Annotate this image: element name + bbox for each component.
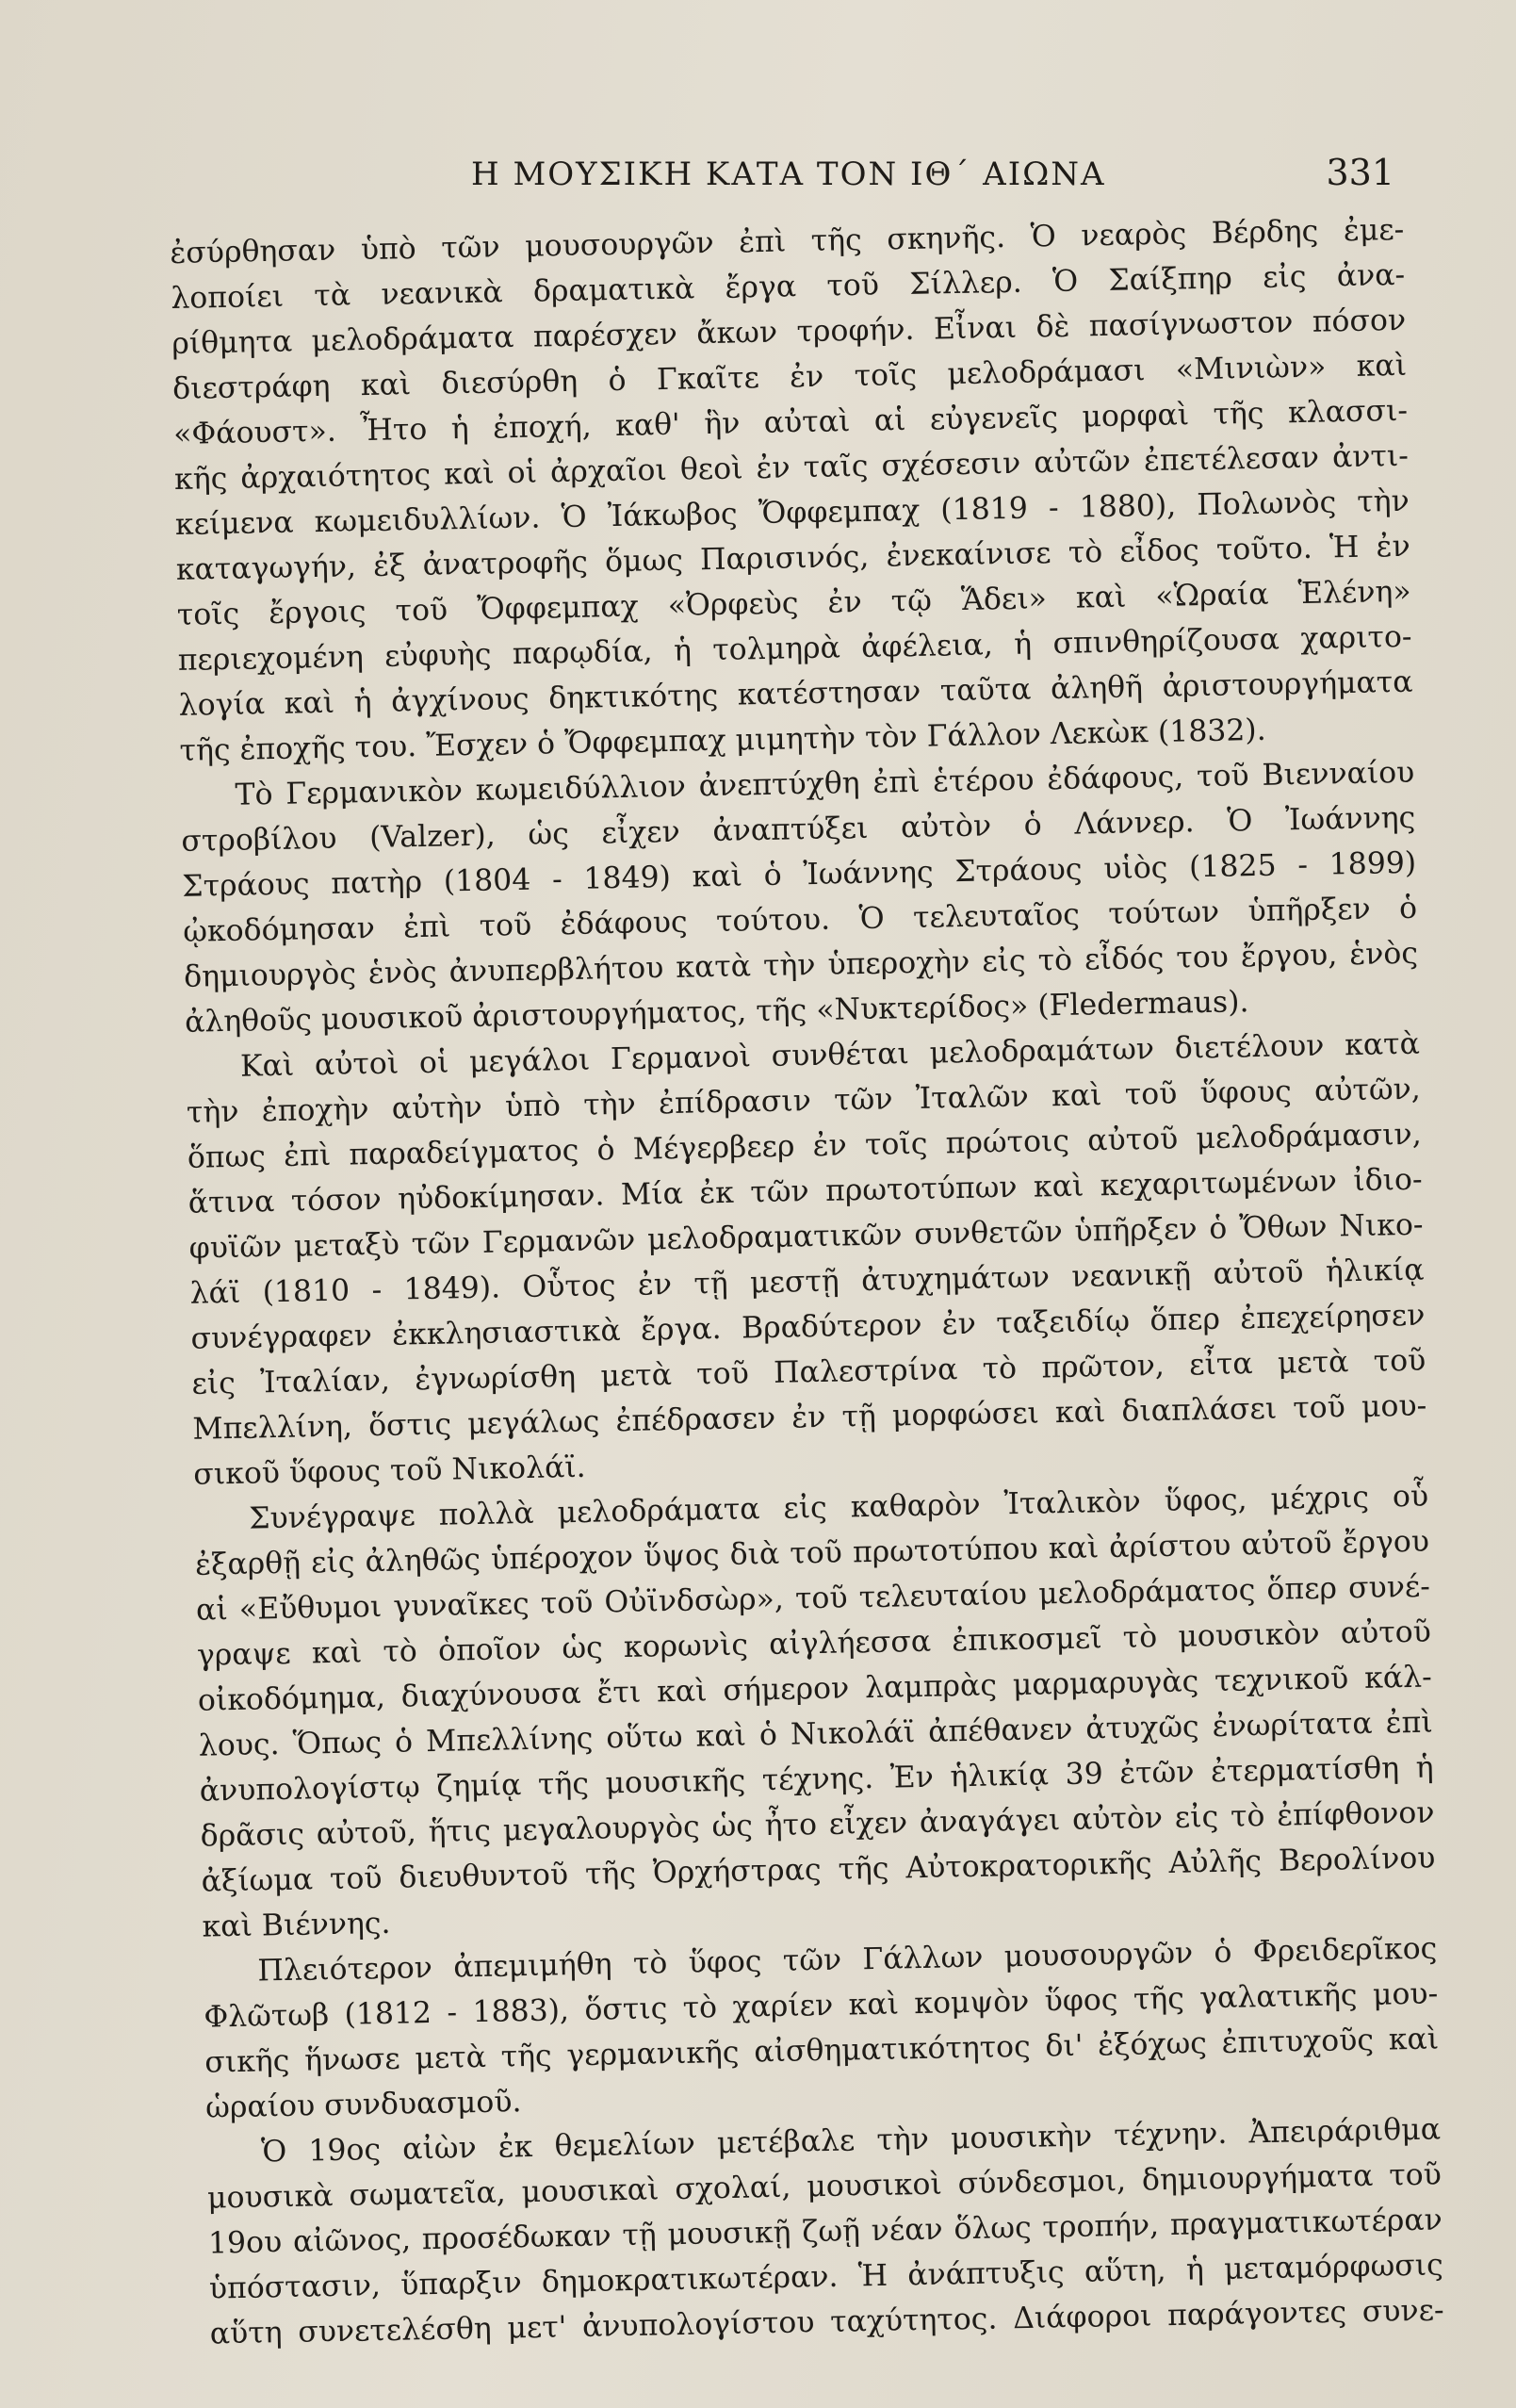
text-line: ἀξίωμα τοῦ διευθυντοῦ τῆς Ὀρχήστρας τῆς Αὐτοκρατορικῆς Αὐλῆς Βερολίνου [201,1841,1436,1899]
text-line: Φλῶτωβ (1812 - 1883), ὅστις τὸ χαρίεν καὶ κομψὸν ὕφος τῆς γαλατικῆς μου- [204,1976,1439,2035]
text-line: αἱ «Εὔθυμοι γυναῖκες τοῦ Οὐϊνδσὼρ», τοῦ τελευταίου μελοδράματος ὅπερ συνέ- [195,1569,1431,1628]
text-line: λους. Ὅπως ὁ Μπελλίνης οὕτω καὶ ὁ Νικολάϊ ἀπέθανεν ἀτυχῶς ἐνωρίτατα ἐπὶ [198,1705,1433,1763]
text-line: ὡραίου συνδυασμοῦ. [204,2085,522,2125]
text-line: Στράους πατὴρ (1804 - 1849) καὶ ὁ Ἰωάννης Στράους υἱὸς (1825 - 1899) [182,845,1417,904]
text-line: Μπελλίνη, ὅστις μεγάλως ἐπέδρασεν ἐν τῇ μορφώσει καὶ διαπλάσει τοῦ μου- [192,1388,1427,1447]
text-line: καὶ Βιέννης. [202,1906,391,1944]
text-line: «Φάουστ». Ἦτο ἡ ἐποχή, καθ' ἣν αὐταὶ αἱ εὐγενεῖς μορφαὶ τῆς κλασσι- [172,393,1409,451]
text-line: αὕτη συνετελέσθη μετ' ἀνυπολογίστου ταχύτητος. Διάφοροι παράγοντες συνε- [209,2293,1444,2351]
text-line: δρᾶσις αὐτοῦ, ἥτις μεγαλουργὸς ὡς ἦτο εἶχεν ἀναγάγει αὐτὸν εἰς τὸ ἐπίφθονον [200,1795,1435,1854]
text-line: λάϊ (1810 - 1849). Οὗτος ἐν τῇ μεστῇ ἀτυχημάτων νεανικῇ αὐτοῦ ἡλικίᾳ [189,1253,1425,1311]
text-line: κῆς ἀρχαιότητος καὶ οἱ ἀρχαῖοι θεοὶ ἐν ταῖς σχέσεσιν αὐτῶν ἐπετέλεσαν ἀντι- [173,438,1410,497]
text-line: Πλειότερον ἀπεμιμήθη τὸ ὕφος τῶν Γάλλων μουσουργῶν ὁ Φρειδερῖκος [257,1931,1438,1989]
text-line: σικοῦ ὕφους τοῦ Νικολάϊ. [192,1450,586,1492]
text-line: τοῖς ἔργοις τοῦ Ὄφφεμπαχ «Ὀρφεὺς ἐν τῷ Ἅδει» καὶ «Ὡραία Ἑλένη» [176,574,1411,632]
text-line: γραψε καὶ τὸ ὁποῖον ὡς κορωνὶς αἰγλήεσσα ἐπικοσμεῖ τὸ μουσικὸν αὐτοῦ [196,1614,1432,1673]
text-line: ἀληθοῦς μουσικοῦ ἀριστουργήματος, τῆς «Νυκτερίδος» (Fledermaus). [184,985,1249,1040]
text-line: Ὁ 19ος αἰὼν ἐκ θεμελίων μετέβαλε τὴν μουσικὴν τέχνην. Ἀπειράριθμα [260,2112,1442,2170]
text-line: κείμενα κωμειδυλλίων. Ὁ Ἰάκωβος Ὄφφεμπαχ (1819 - 1880), Πολωνὸς τὴν [174,483,1410,542]
page-header [170,152,1394,212]
text-line: τῆς ἐποχῆς του. Ἔσχεν ὁ Ὄφφεμπαχ μιμητὴν τὸν Γάλλον Λεκὼκ (1832). [179,713,1267,768]
text-line: 19ου αἰῶνος, προσέδωκαν τῇ μουσικῇ ζωῇ νέαν ὅλως τροπήν, πραγματικωτέραν [207,2203,1443,2261]
text-line: οἰκοδόμημα, διαχύνουσα ἔτι καὶ σήμερον λαμπρὰς μαρμαρυγὰς τεχνικοῦ κάλ- [197,1660,1433,1718]
text-line: σικῆς ἥνωσε μετὰ τῆς γερμανικῆς αἰσθηματικότητος δι' ἐξόχως ἐπιτυχοῦς καὶ [204,2022,1440,2080]
text-line: ᾠκοδόμησαν ἐπὶ τοῦ ἐδάφους τούτου. Ὁ τελευταῖος τούτων ὑπῆρξεν ὁ [182,891,1418,949]
text-line: λοποίει τὰ νεανικὰ δραματικὰ ἔργα τοῦ Σίλλερ. Ὁ Σαίξπηρ εἰς ἀνα- [171,257,1406,316]
text-line: Καὶ αὐτοὶ οἱ μεγάλοι Γερμανοὶ συνθέται μελοδραμάτων διετέλουν κατὰ [239,1026,1421,1084]
text-line: εἰς Ἰταλίαν, ἐγνωρίσθη μετὰ τοῦ Παλεστρίνα τὸ πρῶτον, εἶτα μετὰ τοῦ [191,1343,1426,1401]
body-text [170,207,1444,2357]
text-line: μουσικὰ σωματεῖα, μουσικαὶ σχολαί, μουσικοὶ σύνδεσμοι, δημιουργήματα τοῦ [206,2157,1443,2216]
text-line: καταγωγήν, ἐξ ἀνατροφῆς ὅμως Παρισινός, ἐνεκαίνισε τὸ εἶδος τοῦτο. Ἡ ἐν [175,529,1411,587]
text-line: δημιουργὸς ἑνὸς ἀνυπερβλήτου κατὰ τὴν ὑπεροχὴν εἰς τὸ εἶδός του ἔργου, ἑνὸς [183,936,1419,994]
text-line: διεστράφη καὶ διεσύρθη ὁ Γκαῖτε ἐν τοῖς μελοδράμασι «Μινιὼν» καὶ [171,348,1408,406]
text-line: περιεχομένη εὐφυὴς παρῳδία, ἡ τολμηρὰ ἀφέλεια, ἡ σπινθηρίζουσα χαριτο- [177,619,1412,678]
text-line: λογία καὶ ἡ ἀγχίνους δηκτικότης κατέστησαν ταῦτα ἀληθῆ ἀριστουργήματα [178,664,1413,723]
text-line: ἐσύρθησαν ὑπὸ τῶν μουσουργῶν ἐπὶ τῆς σκηνῆς. Ὁ νεαρὸς Βέρδης ἐμε- [170,212,1405,270]
text-line: Τὸ Γερμανικὸν κωμειδύλλιον ἀνεπτύχθη ἐπὶ ἑτέρου ἐδάφους, τοῦ Βιενναίου [235,755,1415,812]
text-line: συνέγραφεν ἐκκλησιαστικὰ ἔργα. Βραδύτερον ἐν ταξειδίῳ ὅπερ ἐπεχείρησεν [190,1298,1426,1356]
text-line: ρίθμητα μελοδράματα παρέσχεν ἄκων τροφήν. Εἶναι δὲ πασίγνωστον πόσον [171,303,1407,361]
text-line: ἐξαρθῇ εἰς ἀληθῶς ὑπέροχον ὕψος διὰ τοῦ πρωτοτύπου καὶ ἀρίστου αὐτοῦ ἔργου [194,1524,1430,1582]
text-line: στροβίλου (Valzer), ὡς εἶχεν ἀναπτύξει αὐτὸν ὁ Λάννερ. Ὁ Ἰωάννης [181,800,1416,859]
text-line: ὑπόστασιν, ὕπαρξιν δημοκρατικωτέραν. Ἡ ἀνάπτυξις αὕτη, ἡ μεταμόρφωσις [208,2248,1444,2306]
text-line: ἀνυπολογίστῳ ζημίᾳ τῆς μουσικῆς τέχνης. Ἐν ἡλικίᾳ 39 ἐτῶν ἐτερματίσθη ἡ [199,1750,1434,1809]
text-line: ὅπως ἐπὶ παραδείγματος ὁ Μέγερβεερ ἐν τοῖς πρώτοις αὐτοῦ μελοδράμασιν, [187,1117,1422,1175]
text-line: ἅτινα τόσον ηὐδοκίμησαν. Μία ἐκ τῶν πρωτοτύπων καὶ κεχαριτωμένων ἰδιο- [187,1162,1423,1220]
running-title: Η ΜΟΥΣΙΚΗ ΚΑΤΑ ΤΟΝ ΙΘ΄ ΑΙΩΝΑ [471,156,1106,193]
text-line: τὴν ἐποχὴν αὐτὴν ὑπὸ τὴν ἐπίδρασιν τῶν Ἰταλῶν καὶ τοῦ ὕφους αὐτῶν, [186,1072,1422,1130]
text-line: φυϊῶν μεταξὺ τῶν Γερμανῶν μελοδραματικῶν συνθετῶν ὑπῆρξεν ὁ Ὄθων Νικο- [188,1207,1424,1266]
page-number: 331 [1326,152,1394,193]
text-line: Συνέγραψε πολλὰ μελοδράματα εἰς καθαρὸν Ἰταλικὸν ὕφος, μέχρις οὗ [248,1479,1429,1536]
